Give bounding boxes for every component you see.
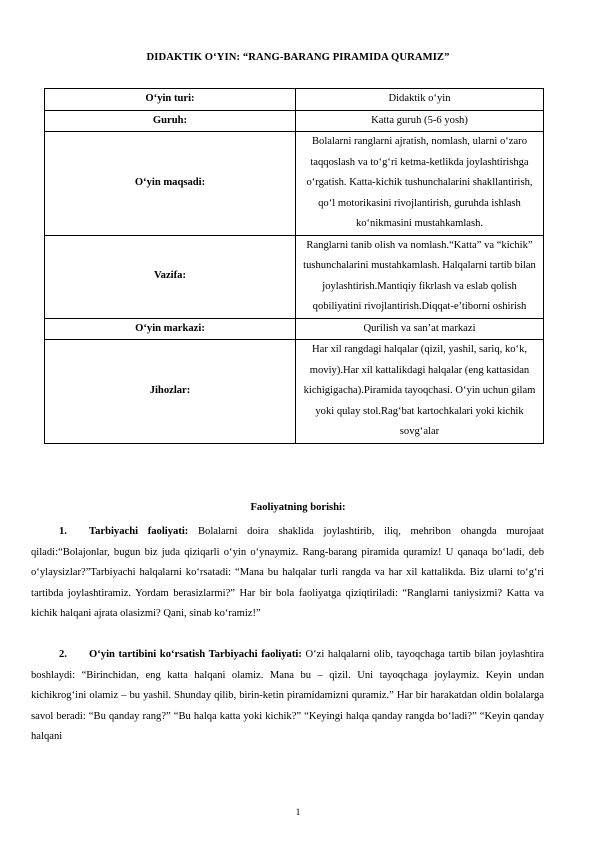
game-info-table [44, 88, 544, 444]
table-row [45, 110, 544, 132]
row-value: Katta guruh (5-6 yosh) [296, 110, 544, 132]
row-value: Ranglarni tanib olish va nomlash.“Katta” va “kichik” tushunchalarini mustahkamlash. Halqalarni tartib bilan joylashtirish.Mantiqiy fikrlash va eslab qolish qobiliyatini rivojlantirish.Diqqat-e’tiborni oshirish [296, 235, 544, 318]
table-row [45, 340, 544, 444]
section-title: Faoliyatning borishi: [250, 502, 346, 513]
paragraph-lead: O‘yin tartibini ko‘rsatish Tarbiyachi faoliyati: [89, 649, 302, 660]
paragraph-number: 2. [59, 649, 67, 660]
row-value: Bolalarni ranglarni ajratish, nomlash, ularni o‘zaro taqqoslash va to‘g‘ri ketma-ketlikda joylashtirishga o‘rgatish. Katta-kichik tushunchalarini shakllantirish, qo‘l motorikasini rivojlantirish, guruhda ishlash ko‘nikmasini mustahkamlash. [296, 132, 544, 236]
page-number: 1 [295, 808, 301, 818]
row-value: Didaktik o‘yin [296, 89, 544, 111]
paragraph-number: 1. [59, 526, 67, 537]
table-row [45, 235, 544, 318]
row-label: Jihozlar: [45, 340, 296, 444]
row-label: Vazifa: [45, 235, 296, 318]
row-label: O‘yin markazi: [45, 318, 296, 340]
row-value: Qurilish va san’at markazi [296, 318, 544, 340]
table-row [45, 89, 544, 111]
paragraph-text: O‘zi halqalarni olib, tayoqchaga tartib bilan joylashtira boshlaydi: “Birinchidan, eng katta halqani olamiz. Mana bu – qizil. Uni tayoqchaga joylaymiz. Keyin undan kichikrog‘ini olamiz – bu yashil. Shunday qilib, birin-ketin piramidamizni quramiz.” Har bir harakatdan oldin bolalarga savol beradi: “Bu qanday rang?” “Bu halqa katta yoki kichik?” “Keyingi halqa qanday rangda bo‘ladi?” “Keyin qanday halqani [31, 649, 544, 742]
table-row [45, 318, 544, 340]
row-label: O‘yin turi: [45, 89, 296, 111]
row-label: Guruh: [45, 110, 296, 132]
paragraph-text: Bolalarni doira shaklida joylashtirib, iliq, mehribon ohangda murojaat qiladi:“Bolajonlar, bugun biz juda qiziqarli o‘yin o‘ynaymiz. Rang-barang piramida quramiz! U qanaqa bo‘ladi, deb o‘ylaysizlar?”Tarbiyachi halqalarni ko‘rsatadi: “Mana bu halqalar turli rangda va har xil kattalikda. Biz ularni to‘g‘ri tartibda joylashtiramiz. Yordam berasizlarmi?” Har bir bola faoliyatga qiziqtiriladi: “Ranglarni taniysizmi? Katta va kichik halqani ajrata olasizmi? Qani, sinab ko‘ramiz!” [31, 526, 544, 619]
row-value: Har xil rangdagi halqalar (qizil, yashil, sariq, ko‘k, moviy).Har xil kattalikdagi halqalar (eng kattasidan kichigigacha).Piramida tayoqchasi. O‘yin uchun gilam yoki qulay stol.Rag‘bat kartochkalari yoki kichik sovg‘alar [296, 340, 544, 444]
document-title: DIDAKTIK O‘YIN: “RANG-BARANG PIRAMIDA QURAMIZ” [146, 52, 450, 63]
table-row [45, 132, 544, 236]
row-label: O‘yin maqsadi: [45, 132, 296, 236]
paragraph-2 [31, 645, 544, 748]
paragraph-lead: Tarbiyachi faoliyati: [89, 526, 189, 537]
paragraph-1 [31, 522, 544, 625]
